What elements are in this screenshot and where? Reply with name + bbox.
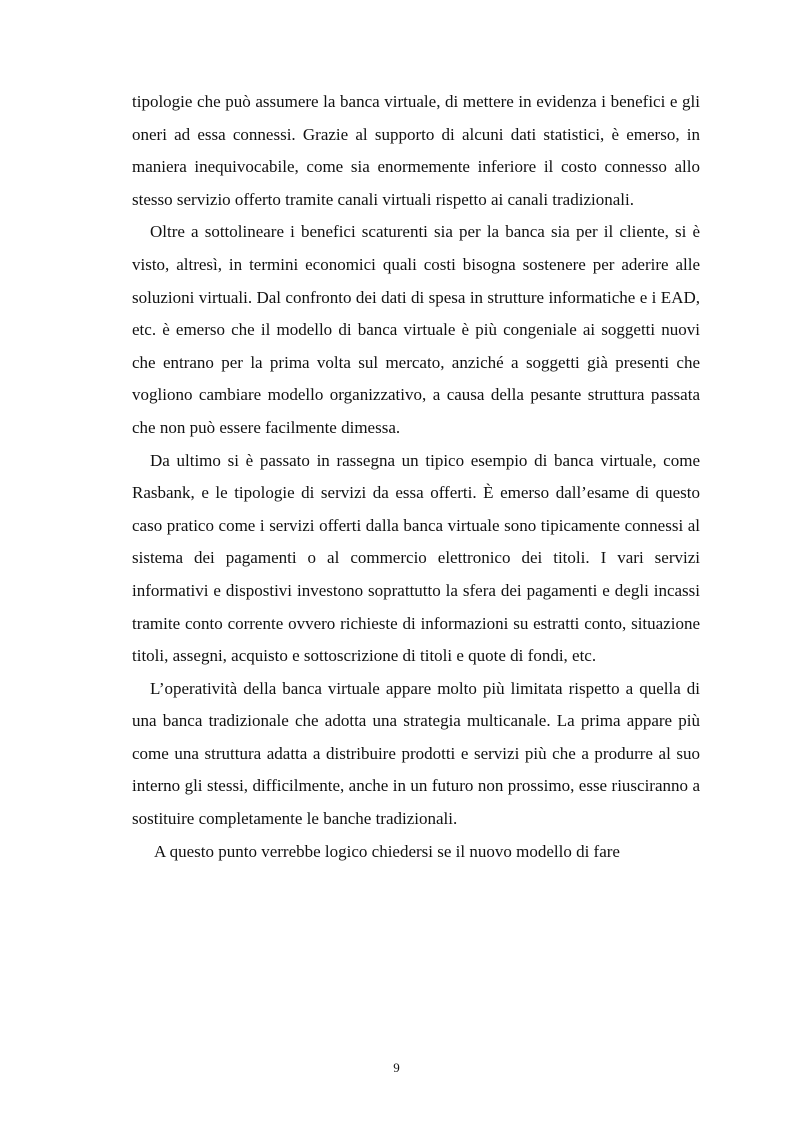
document-body: [132, 86, 700, 868]
paragraph-2: Oltre a sottolineare i benefici scaturenti sia per la banca sia per il cliente, si è visto, altresì, in termini economici quali costi bisogna sostenere per aderire alle soluzioni virtuali. Dal confronto dei dati di spesa in strutture informatiche e i EAD, etc. è emerso che il modello di banca virtuale è più congeniale ai soggetti nuovi che entrano per la prima volta sul mercato, anziché a soggetti già presenti che vogliono cambiare modello organizzativo, a causa della pesante struttura passata che non può essere facilmente dimessa.: [132, 222, 700, 437]
paragraph-4: L’operatività della banca virtuale appare molto più limitata rispetto a quella di una banca tradizionale che adotta una strategia multicanale. La prima appare più come una struttura adatta a distribuire prodotti e servizi più che a produrre al suo interno gli stessi, difficilmente, anche in un futuro non prossimo, esse riusciranno a sostituire completamente le banche tradizionali.: [132, 678, 700, 829]
paragraph-1: tipologie che può assumere la banca virtuale, di mettere in evidenza i benefici e gli oneri ad essa connessi. Grazie al supporto di alcuni dati statistici, è emerso, in maniera inequivocabile, come sia enormemente inferiore il costo connesso allo stesso servizio offerto tramite canali virtuali rispetto ai canali tradizionali.: [132, 92, 700, 209]
page-number: 9: [393, 1060, 400, 1075]
paragraph-5: A questo punto verrebbe logico chiedersi se il nuovo modello di fare: [154, 841, 620, 861]
paragraph-3: Da ultimo si è passato in rassegna un tipico esempio di banca virtuale, come Rasbank, e le tipologie di servizi da essa offerti. È emerso dall’esame di questo caso pratico come i servizi offerti dalla banca virtuale sono tipicamente connessi al sistema dei pagamenti o al commercio elettronico dei titoli. I vari servizi informativi e dispostivi investono soprattutto la sfera dei pagamenti e degli incassi tramite conto corrente ovvero richieste di informazioni su estratti conto, situazione titoli, assegni, acquisto e sottoscrizione di titoli e quote di fondi, etc.: [132, 450, 700, 666]
